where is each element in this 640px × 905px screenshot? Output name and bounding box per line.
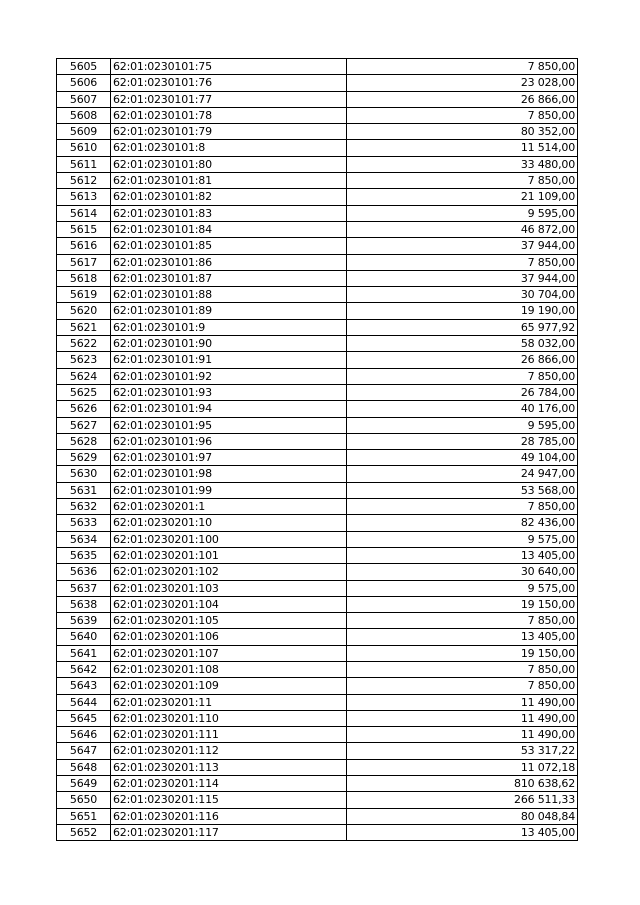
cadastral-number-cell: 62:01:0230201:112 xyxy=(111,743,347,759)
cadastral-number-cell: 62:01:0230101:87 xyxy=(111,270,347,286)
row-number-cell: 5641 xyxy=(57,645,111,661)
cadastral-number-cell: 62:01:0230201:114 xyxy=(111,776,347,792)
cadastral-number-cell: 62:01:0230201:101 xyxy=(111,547,347,563)
cadastral-number-cell: 62:01:0230201:116 xyxy=(111,808,347,824)
value-cell: 7 850,00 xyxy=(347,59,578,75)
table-row xyxy=(57,776,578,792)
cadastral-number-cell: 62:01:0230101:89 xyxy=(111,303,347,319)
cadastral-number-cell: 62:01:0230201:115 xyxy=(111,792,347,808)
cadastral-number-cell: 62:01:0230101:96 xyxy=(111,433,347,449)
table-row xyxy=(57,140,578,156)
table-row xyxy=(57,710,578,726)
table-row xyxy=(57,107,578,123)
row-number-cell: 5606 xyxy=(57,75,111,91)
table-row xyxy=(57,238,578,254)
row-number-cell: 5605 xyxy=(57,59,111,75)
value-cell: 23 028,00 xyxy=(347,75,578,91)
row-number-cell: 5608 xyxy=(57,107,111,123)
row-number-cell: 5630 xyxy=(57,466,111,482)
cadastral-number-cell: 62:01:0230101:80 xyxy=(111,156,347,172)
value-cell: 53 317,22 xyxy=(347,743,578,759)
value-cell: 19 150,00 xyxy=(347,645,578,661)
value-cell: 11 490,00 xyxy=(347,710,578,726)
cadastral-number-cell: 62:01:0230201:11 xyxy=(111,694,347,710)
row-number-cell: 5619 xyxy=(57,287,111,303)
value-cell: 28 785,00 xyxy=(347,433,578,449)
value-cell: 11 514,00 xyxy=(347,140,578,156)
cadastral-number-cell: 62:01:0230201:113 xyxy=(111,759,347,775)
table-row xyxy=(57,384,578,400)
value-cell: 26 866,00 xyxy=(347,91,578,107)
value-cell: 21 109,00 xyxy=(347,189,578,205)
row-number-cell: 5629 xyxy=(57,450,111,466)
cadastral-number-cell: 62:01:0230201:108 xyxy=(111,661,347,677)
table-row xyxy=(57,287,578,303)
value-cell: 7 850,00 xyxy=(347,661,578,677)
row-number-cell: 5622 xyxy=(57,336,111,352)
value-cell: 30 704,00 xyxy=(347,287,578,303)
value-cell: 11 072,18 xyxy=(347,759,578,775)
table-row xyxy=(57,91,578,107)
table-row xyxy=(57,401,578,417)
value-cell: 13 405,00 xyxy=(347,547,578,563)
table-row xyxy=(57,792,578,808)
value-cell: 65 977,92 xyxy=(347,319,578,335)
value-cell: 37 944,00 xyxy=(347,238,578,254)
row-number-cell: 5620 xyxy=(57,303,111,319)
table-row xyxy=(57,694,578,710)
row-number-cell: 5627 xyxy=(57,417,111,433)
cadastral-number-cell: 62:01:0230101:98 xyxy=(111,466,347,482)
value-cell: 13 405,00 xyxy=(347,824,578,840)
cadastral-number-cell: 62:01:0230201:103 xyxy=(111,580,347,596)
value-cell: 7 850,00 xyxy=(347,254,578,270)
cadastral-number-cell: 62:01:0230101:9 xyxy=(111,319,347,335)
table-row xyxy=(57,254,578,270)
row-number-cell: 5610 xyxy=(57,140,111,156)
cadastral-number-cell: 62:01:0230101:79 xyxy=(111,124,347,140)
cadastral-number-cell: 62:01:0230201:100 xyxy=(111,531,347,547)
table-row xyxy=(57,433,578,449)
value-cell: 80 048,84 xyxy=(347,808,578,824)
table-row xyxy=(57,352,578,368)
table-row xyxy=(57,270,578,286)
cadastral-number-cell: 62:01:0230101:99 xyxy=(111,482,347,498)
row-number-cell: 5645 xyxy=(57,710,111,726)
cadastral-number-cell: 62:01:0230101:81 xyxy=(111,173,347,189)
row-number-cell: 5628 xyxy=(57,433,111,449)
row-number-cell: 5652 xyxy=(57,824,111,840)
table-row xyxy=(57,499,578,515)
table-row xyxy=(57,564,578,580)
cadastral-number-cell: 62:01:0230101:88 xyxy=(111,287,347,303)
value-cell: 9 575,00 xyxy=(347,580,578,596)
cadastral-number-cell: 62:01:0230101:94 xyxy=(111,401,347,417)
cadastral-number-cell: 62:01:0230101:83 xyxy=(111,205,347,221)
value-cell: 53 568,00 xyxy=(347,482,578,498)
table-row xyxy=(57,743,578,759)
cadastral-number-cell: 62:01:0230201:102 xyxy=(111,564,347,580)
value-cell: 30 640,00 xyxy=(347,564,578,580)
cadastral-number-cell: 62:01:0230101:92 xyxy=(111,368,347,384)
row-number-cell: 5634 xyxy=(57,531,111,547)
row-number-cell: 5642 xyxy=(57,661,111,677)
row-number-cell: 5633 xyxy=(57,515,111,531)
value-cell: 7 850,00 xyxy=(347,107,578,123)
row-number-cell: 5631 xyxy=(57,482,111,498)
cadastral-number-cell: 62:01:0230201:10 xyxy=(111,515,347,531)
cadastral-number-cell: 62:01:0230201:117 xyxy=(111,824,347,840)
cadastral-number-cell: 62:01:0230201:109 xyxy=(111,678,347,694)
table-row xyxy=(57,824,578,840)
row-number-cell: 5639 xyxy=(57,613,111,629)
row-number-cell: 5636 xyxy=(57,564,111,580)
cadastral-number-cell: 62:01:0230101:91 xyxy=(111,352,347,368)
row-number-cell: 5648 xyxy=(57,759,111,775)
row-number-cell: 5649 xyxy=(57,776,111,792)
row-number-cell: 5638 xyxy=(57,596,111,612)
value-cell: 26 866,00 xyxy=(347,352,578,368)
value-cell: 19 150,00 xyxy=(347,596,578,612)
row-number-cell: 5640 xyxy=(57,629,111,645)
cadastral-number-cell: 62:01:0230101:77 xyxy=(111,91,347,107)
table-row xyxy=(57,678,578,694)
table-row xyxy=(57,189,578,205)
value-cell: 58 032,00 xyxy=(347,336,578,352)
value-cell: 40 176,00 xyxy=(347,401,578,417)
table-row xyxy=(57,124,578,140)
table-row xyxy=(57,645,578,661)
row-number-cell: 5617 xyxy=(57,254,111,270)
row-number-cell: 5626 xyxy=(57,401,111,417)
row-number-cell: 5644 xyxy=(57,694,111,710)
table-row xyxy=(57,515,578,531)
value-cell: 11 490,00 xyxy=(347,727,578,743)
cadastral-number-cell: 62:01:0230201:104 xyxy=(111,596,347,612)
row-number-cell: 5621 xyxy=(57,319,111,335)
cadastral-number-cell: 62:01:0230101:84 xyxy=(111,221,347,237)
row-number-cell: 5615 xyxy=(57,221,111,237)
cadastral-number-cell: 62:01:0230101:78 xyxy=(111,107,347,123)
cadastral-number-cell: 62:01:0230101:8 xyxy=(111,140,347,156)
value-cell: 11 490,00 xyxy=(347,694,578,710)
row-number-cell: 5632 xyxy=(57,499,111,515)
value-cell: 7 850,00 xyxy=(347,613,578,629)
table-row xyxy=(57,661,578,677)
table-row xyxy=(57,368,578,384)
cadastral-number-cell: 62:01:0230201:110 xyxy=(111,710,347,726)
cadastral-number-cell: 62:01:0230201:107 xyxy=(111,645,347,661)
table-row xyxy=(57,727,578,743)
value-cell: 7 850,00 xyxy=(347,173,578,189)
table-row xyxy=(57,759,578,775)
value-cell: 33 480,00 xyxy=(347,156,578,172)
table-row xyxy=(57,547,578,563)
cadastral-number-cell: 62:01:0230101:76 xyxy=(111,75,347,91)
row-number-cell: 5614 xyxy=(57,205,111,221)
row-number-cell: 5651 xyxy=(57,808,111,824)
value-cell: 7 850,00 xyxy=(347,368,578,384)
row-number-cell: 5623 xyxy=(57,352,111,368)
table-body xyxy=(57,59,578,841)
cadastral-number-cell: 62:01:0230101:90 xyxy=(111,336,347,352)
cadastral-number-cell: 62:01:0230201:1 xyxy=(111,499,347,515)
table-row xyxy=(57,221,578,237)
value-cell: 19 190,00 xyxy=(347,303,578,319)
row-number-cell: 5624 xyxy=(57,368,111,384)
row-number-cell: 5646 xyxy=(57,727,111,743)
table-row xyxy=(57,596,578,612)
table-row xyxy=(57,75,578,91)
table-row xyxy=(57,466,578,482)
table-row xyxy=(57,319,578,335)
cadastral-number-cell: 62:01:0230101:85 xyxy=(111,238,347,254)
value-cell: 9 595,00 xyxy=(347,417,578,433)
row-number-cell: 5611 xyxy=(57,156,111,172)
value-cell: 266 511,33 xyxy=(347,792,578,808)
cadastral-number-cell: 62:01:0230201:105 xyxy=(111,613,347,629)
cadastral-number-cell: 62:01:0230101:82 xyxy=(111,189,347,205)
row-number-cell: 5618 xyxy=(57,270,111,286)
row-number-cell: 5635 xyxy=(57,547,111,563)
value-cell: 26 784,00 xyxy=(347,384,578,400)
row-number-cell: 5616 xyxy=(57,238,111,254)
table-row xyxy=(57,629,578,645)
value-cell: 7 850,00 xyxy=(347,678,578,694)
row-number-cell: 5647 xyxy=(57,743,111,759)
table-row xyxy=(57,156,578,172)
value-cell: 49 104,00 xyxy=(347,450,578,466)
row-number-cell: 5612 xyxy=(57,173,111,189)
value-cell: 13 405,00 xyxy=(347,629,578,645)
table-row xyxy=(57,808,578,824)
table-row xyxy=(57,482,578,498)
row-number-cell: 5637 xyxy=(57,580,111,596)
value-cell: 7 850,00 xyxy=(347,499,578,515)
value-cell: 37 944,00 xyxy=(347,270,578,286)
value-cell: 9 595,00 xyxy=(347,205,578,221)
row-number-cell: 5625 xyxy=(57,384,111,400)
table-row xyxy=(57,173,578,189)
table-row xyxy=(57,205,578,221)
cadastral-value-table xyxy=(56,58,578,841)
row-number-cell: 5607 xyxy=(57,91,111,107)
cadastral-number-cell: 62:01:0230101:75 xyxy=(111,59,347,75)
value-cell: 80 352,00 xyxy=(347,124,578,140)
row-number-cell: 5613 xyxy=(57,189,111,205)
cadastral-number-cell: 62:01:0230101:86 xyxy=(111,254,347,270)
value-cell: 82 436,00 xyxy=(347,515,578,531)
cadastral-number-cell: 62:01:0230101:95 xyxy=(111,417,347,433)
cadastral-number-cell: 62:01:0230201:111 xyxy=(111,727,347,743)
table-row xyxy=(57,303,578,319)
value-cell: 810 638,62 xyxy=(347,776,578,792)
table-row xyxy=(57,59,578,75)
table-row xyxy=(57,531,578,547)
value-cell: 46 872,00 xyxy=(347,221,578,237)
cadastral-number-cell: 62:01:0230101:97 xyxy=(111,450,347,466)
row-number-cell: 5650 xyxy=(57,792,111,808)
table-row xyxy=(57,580,578,596)
table-row xyxy=(57,613,578,629)
cadastral-number-cell: 62:01:0230201:106 xyxy=(111,629,347,645)
value-cell: 24 947,00 xyxy=(347,466,578,482)
row-number-cell: 5643 xyxy=(57,678,111,694)
table-row xyxy=(57,336,578,352)
value-cell: 9 575,00 xyxy=(347,531,578,547)
row-number-cell: 5609 xyxy=(57,124,111,140)
table-row xyxy=(57,450,578,466)
table-row xyxy=(57,417,578,433)
cadastral-number-cell: 62:01:0230101:93 xyxy=(111,384,347,400)
